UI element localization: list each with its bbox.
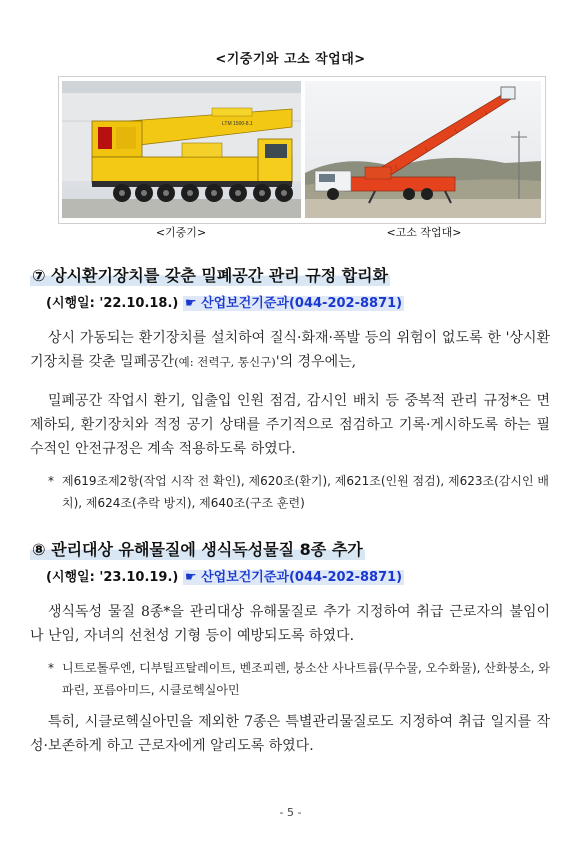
section-7-date-line bbox=[46, 292, 404, 311]
note-marker: * bbox=[48, 474, 54, 488]
section-7-para1-a: 상시 가동되는 환기장치를 설치하여 질식·화재·폭발 등의 위험이 없도록 한 '상시환기장치를 갖춘 밀폐공간 bbox=[30, 330, 550, 370]
aerial-platform-caption: <고소 작업대> bbox=[386, 226, 462, 239]
section-8-paragraph-2: 특히, 시클로헥실아민을 제외한 7종은 특별관리물질로도 지정하여 취급 일지를 작성·보존하게 하고 근로자에게 알리도록 하였다. bbox=[30, 714, 550, 754]
section-7-date: (시행일: '22.10.18.) bbox=[46, 296, 179, 311]
section-8-paragraph-1: 생식독성 물질 8종*을 관리대상 유해물질로 추가 지정하여 취급 근로자의 불임이나 난임, 자녀의 선천성 기형 등이 예방되도록 하였다. bbox=[30, 604, 550, 644]
section-7-paragraph-1 bbox=[30, 326, 550, 374]
section-7-note-text: 제619조제2항(작업 시작 전 확인), 제620조(환기), 제621조(인원 점검), 제623조(감시인 배치), 제624조(추락 방지), 제640조(구조 훈련) bbox=[62, 474, 549, 510]
crane-label: LTM 1500-8.1 bbox=[222, 121, 253, 127]
section-8-date: (시행일: '23.10.19.) bbox=[46, 570, 179, 585]
crane-caption: <기중기> bbox=[155, 226, 207, 239]
section-7-para1-b: '의 경우에는, bbox=[275, 354, 357, 370]
section-8-title: ⑧ 관리대상 유해물질에 생식독성물질 8종 추가 bbox=[30, 537, 365, 560]
section-7-note bbox=[48, 470, 554, 514]
page-number: - 5 - bbox=[279, 806, 302, 819]
section-7-paragraph-2: 밀폐공간 작업시 환기, 입출입 인원 점검, 감시인 배치 등 중복적 관리 규정*은 면제하되, 환기장치와 적정 공기 상태를 주기적으로 점검하고 기록·게시하도록 하는 필수적인 안전규정은 계속 적용하도록 하였다. bbox=[30, 393, 550, 457]
note-marker: * bbox=[48, 661, 54, 675]
section-7-title: ⑦ 상시환기장치를 갖춘 밀폐공간 관리 규정 합리화 bbox=[30, 263, 390, 286]
crane-photo bbox=[62, 81, 301, 218]
figure-title: <기중기와 고소 작업대> bbox=[215, 52, 366, 67]
section-8-note-text: 니트로톨루엔, 디부틸프탈레이트, 벤조피렌, 붕소산 사나트륨(무수물, 오수화물), 산화붕소, 와파린, 포름아미드, 시클로헥실아민 bbox=[62, 661, 550, 697]
section-8-contact: ☛ 산업보건기준과(044-202-8871) bbox=[184, 570, 403, 585]
section-7-contact: ☛ 산업보건기준과(044-202-8871) bbox=[184, 296, 403, 311]
section-7-para1-example: (예: 전력구, 통신구) bbox=[174, 355, 276, 369]
aerial-platform-photo bbox=[305, 81, 541, 218]
figure-frame bbox=[58, 76, 546, 224]
section-8-date-line bbox=[46, 566, 404, 585]
section-8-note bbox=[48, 657, 554, 701]
